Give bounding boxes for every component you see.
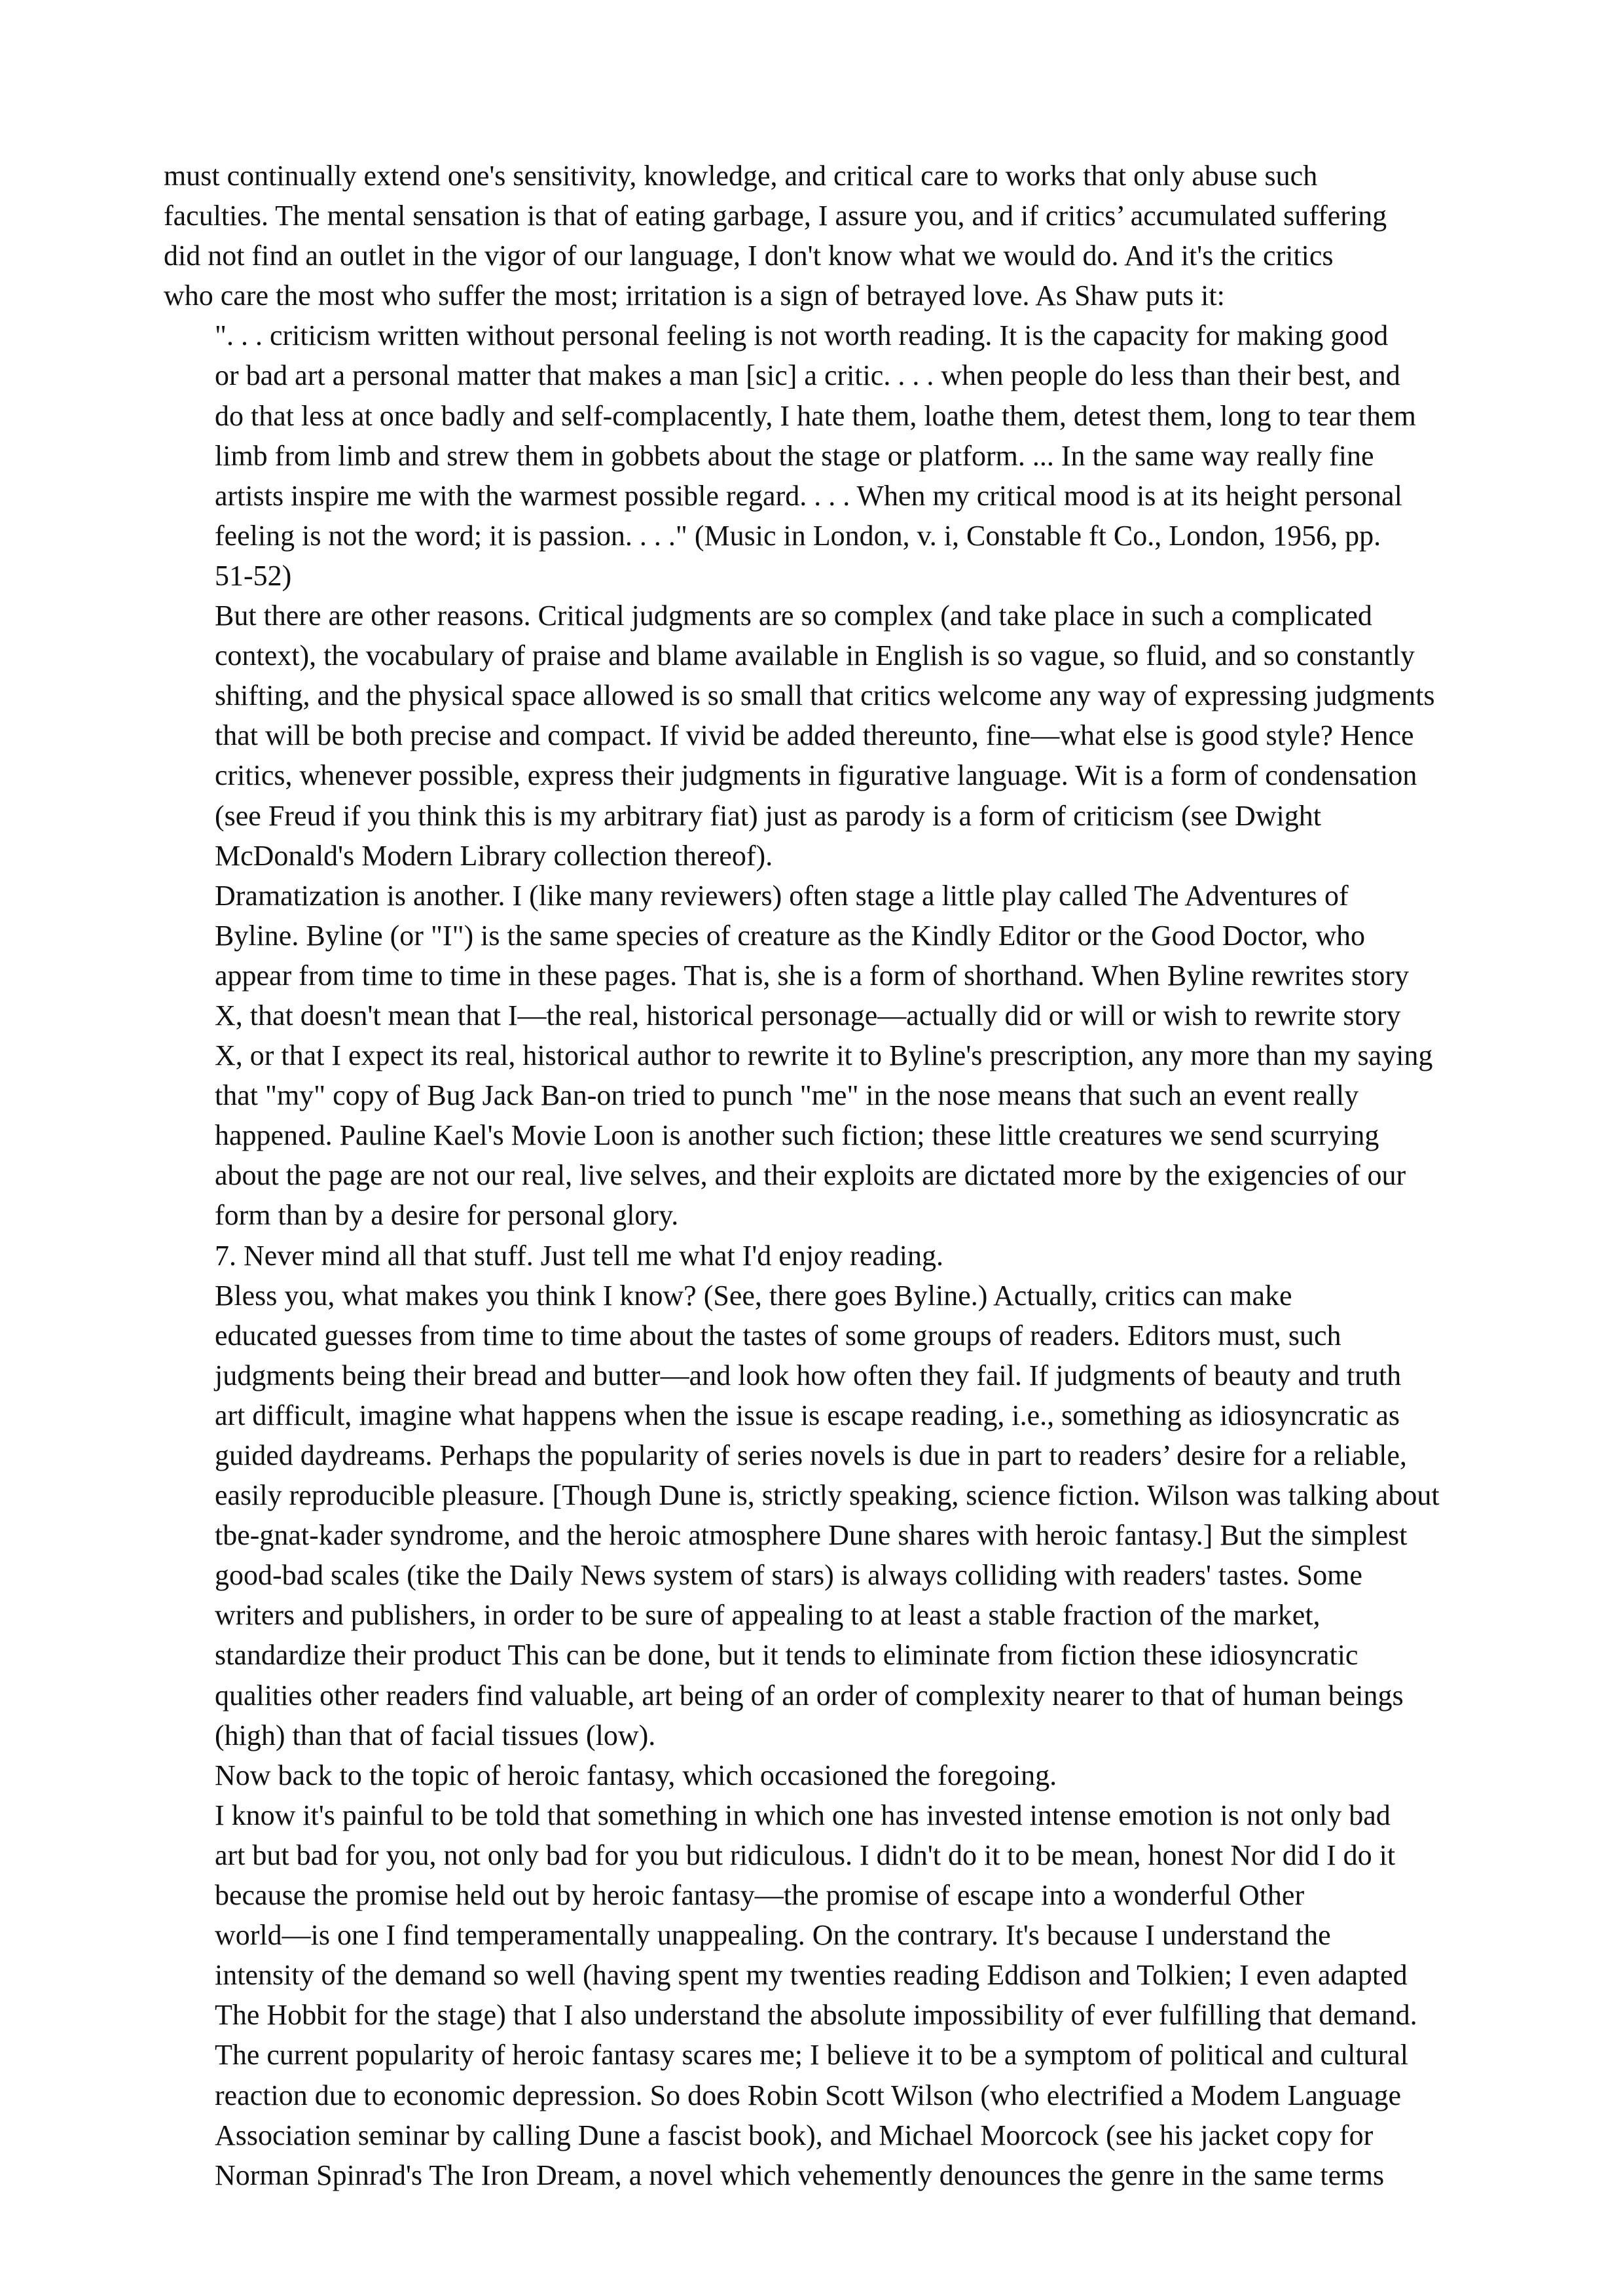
text-line: that will be both precise and compact. If vivid be added thereunto, fine—what else is good style? Hence (215, 719, 1414, 752)
text-line: reaction due to economic depression. So does Robin Scott Wilson (who electrified a Modem Language (215, 2079, 1401, 2111)
text-line: Bless you, what makes you think I know? (See, there goes Byline.) Actually, critics can make (215, 1279, 1292, 1312)
text-line: Norman Spinrad's The Iron Dream, a novel which vehemently denounces the genre in the same terms (215, 2159, 1385, 2191)
text-line: Dramatization is another. I (like many reviewers) often stage a little play called The Adventures of (215, 879, 1349, 912)
text-line: form than by a desire for personal glory. (215, 1199, 679, 1232)
paragraph (164, 315, 1460, 596)
paragraph (164, 156, 1460, 315)
text-line: The Hobbit for the stage) that I also understand the absolute impossibility of ever fulfilling that demand. (215, 1999, 1417, 2032)
text-line: appear from time to time in these pages. That is, she is a form of shorthand. When Byline rewrites story (215, 959, 1409, 992)
text-line: X, that doesn't mean that I—the real, historical personage—actually did or will or wish to rewrite story (215, 999, 1401, 1031)
text-line: happened. Pauline Kael's Movie Loon is another such fiction; these little creatures we send scurrying (215, 1119, 1379, 1152)
text-line: 51-52) (215, 559, 292, 592)
text-line: critics, whenever possible, express their judgments in figurative language. Wit is a form of condensation (215, 759, 1417, 792)
text-line: intensity of the demand so well (having spent my twenties reading Eddison and Tolkien; I even adapted (215, 1959, 1408, 1992)
text-line: guided daydreams. Perhaps the popularity of series novels is due in part to readers’ desire for a reliable, (215, 1439, 1407, 1471)
text-body (164, 156, 1460, 2195)
text-line: must continually extend one's sensitivity, knowledge, and critical care to works that only abuse such (164, 160, 1318, 192)
text-line: did not find an outlet in the vigor of our language, I don't know what we would do. And it's the critics (164, 240, 1334, 272)
text-line: qualities other readers find valuable, art being of an order of complexity nearer to that of human beings (215, 1679, 1404, 1712)
document-page (164, 156, 1460, 2195)
text-line: easily reproducible pleasure. [Though Dune is, strictly speaking, science fiction. Wilson was talking about (215, 1479, 1440, 1512)
paragraph (164, 1755, 1460, 1795)
text-line: world—is one I find temperamentally unappealing. On the contrary. It's because I understand the (215, 1919, 1331, 1952)
text-line: who care the most who suffer the most; irritation is a sign of betrayed love. As Shaw puts it: (164, 279, 1225, 312)
text-line: I know it's painful to be told that something in which one has invested intense emotion is not only bad (215, 1799, 1391, 1831)
text-line: The current popularity of heroic fantasy scares me; I believe it to be a symptom of political and cultural (215, 2039, 1408, 2072)
paragraph (164, 876, 1460, 1236)
text-line: judgments being their bread and butter—and look how often they fail. If judgments of beauty and truth (215, 1359, 1402, 1391)
text-line: X, or that I expect its real, historical author to rewrite it to Byline's prescription, any more than my saying (215, 1039, 1433, 1072)
text-line: 7. Never mind all that stuff. Just tell me what I'd enjoy reading. (215, 1239, 943, 1272)
text-line: limb from limb and strew them in gobbets about the stage or platform. ... In the same way really fine (215, 439, 1374, 472)
text-line: good-bad scales (tike the Daily News system of stars) is always colliding with readers' tastes. Some (215, 1559, 1362, 1592)
paragraph (164, 1276, 1460, 1755)
text-line: faculties. The mental sensation is that of eating garbage, I assure you, and if critics’ accumulated suffering (164, 200, 1387, 232)
text-line: shifting, and the physical space allowed is so small that critics welcome any way of expressing judgments (215, 679, 1435, 712)
text-line: educated guesses from time to time about the tastes of some groups of readers. Editors must, such (215, 1319, 1341, 1352)
text-line: context), the vocabulary of praise and blame available in English is so vague, so fluid, and so constantly (215, 639, 1415, 672)
text-line: (see Freud if you think this is my arbitrary fiat) just as parody is a form of criticism (see Dwight (215, 799, 1321, 832)
paragraph (164, 1795, 1460, 2195)
text-line: (high) than that of facial tissues (low). (215, 1719, 656, 1751)
text-line: ". . . criticism written without personal feeling is not worth reading. It is the capacity for making good (215, 319, 1389, 352)
text-line: art difficult, imagine what happens when the issue is escape reading, i.e., something as idiosyncratic as (215, 1399, 1400, 1431)
text-line: Byline. Byline (or "I") is the same species of creature as the Kindly Editor or the Good Doctor, who (215, 919, 1366, 952)
text-line: art but bad for you, not only bad for you but ridiculous. I didn't do it to be mean, honest Nor did I do it (215, 1839, 1396, 1871)
text-line: artists inspire me with the warmest possible regard. . . . When my critical mood is at its height personal (215, 479, 1402, 512)
text-line: Association seminar by calling Dune a fascist book), and Michael Moorcock (see his jacket copy for (215, 2119, 1374, 2151)
text-line: standardize their product This can be done, but it tends to eliminate from fiction these idiosyncratic (215, 1639, 1359, 1672)
paragraph (164, 1236, 1460, 1276)
text-line: feeling is not the word; it is passion. . . ." (Music in London, v. i, Constable ft Co., London, 1956, pp. (215, 519, 1381, 552)
text-line: or bad art a personal matter that makes a man [sic] a critic. . . . when people do less than their best, and (215, 359, 1400, 392)
text-line: But there are other reasons. Critical judgments are so complex (and take place in such a complicated (215, 600, 1372, 632)
text-line: about the page are not our real, live selves, and their exploits are dictated more by the exigencies of our (215, 1159, 1406, 1192)
text-line: because the promise held out by heroic fantasy—the promise of escape into a wonderful Other (215, 1879, 1305, 1912)
paragraph (164, 596, 1460, 876)
text-line: tbe-gnat-kader syndrome, and the heroic atmosphere Dune shares with heroic fantasy.] But the simplest (215, 1519, 1408, 1552)
text-line: that "my" copy of Bug Jack Ban-on tried to punch "me" in the nose means that such an event really (215, 1079, 1359, 1112)
text-line: Now back to the topic of heroic fantasy, which occasioned the foregoing. (215, 1759, 1057, 1791)
text-line: do that less at once badly and self-complacently, I hate them, loathe them, detest them, long to tear them (215, 399, 1416, 432)
text-line: writers and publishers, in order to be sure of appealing to at least a stable fraction of the market, (215, 1599, 1321, 1632)
text-line: McDonald's Modern Library collection thereof). (215, 839, 773, 872)
